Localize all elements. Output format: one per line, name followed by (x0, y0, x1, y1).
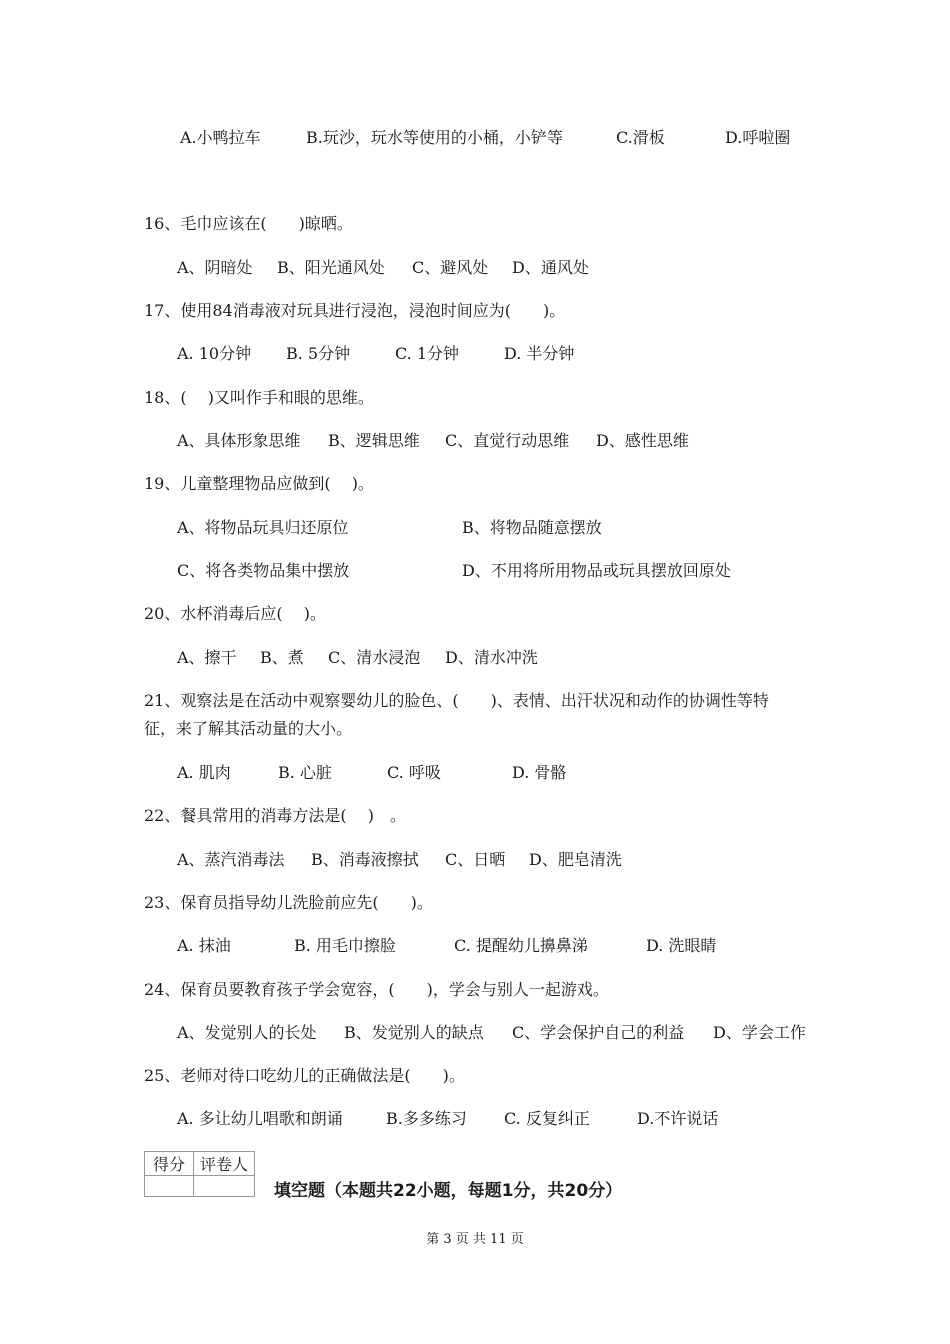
option-a: A、蒸汽消毒法 (177, 850, 285, 869)
option-a: A、具体形象思维 (177, 431, 301, 450)
option-a: A. 肌肉 (177, 763, 231, 782)
option-c: C. 反复纠正 (504, 1109, 590, 1128)
option-b: B、逻辑思维 (328, 431, 420, 450)
q15-option-c: C.滑板 (616, 128, 665, 147)
option-b: B、煮 (260, 648, 304, 667)
option-a: A. 抹油 (177, 936, 231, 955)
option-a: A、阴暗处 (177, 258, 253, 277)
option-c: C. 呼吸 (387, 763, 441, 782)
option-a: A、发觉别人的长处 (177, 1023, 317, 1042)
question-stem: 22、餐具常用的消毒方法是( ) 。 (144, 806, 406, 825)
grader-header: 评卷人 (194, 1152, 255, 1176)
option-d: D、学会工作 (713, 1023, 806, 1042)
question-stem: 19、儿童整理物品应做到( )。 (144, 474, 374, 493)
score-header: 得分 (145, 1152, 194, 1176)
option-c: C、直觉行动思维 (445, 431, 570, 450)
question-stem-continuation: 征，来了解其活动量的大小。 (144, 719, 353, 738)
option-d: D、清水冲洗 (445, 648, 538, 667)
option-c: C、日晒 (445, 850, 506, 869)
question-stem: 24、保育员要教育孩子学会宽容，( )，学会与别人一起游戏。 (144, 980, 609, 999)
option-d: D. 骨骼 (512, 763, 567, 782)
score-cell[interactable] (145, 1176, 194, 1197)
grader-cell[interactable] (194, 1176, 255, 1197)
section-title: 填空题（本题共22小题，每题1分，共20分） (274, 1181, 623, 1201)
option-d: D、通风处 (512, 258, 589, 277)
question-stem: 23、保育员指导幼儿洗脸前应先( )。 (144, 893, 433, 912)
option-c: C、避风处 (412, 258, 489, 277)
option-d: D. 半分钟 (504, 344, 575, 363)
q15-option-d: D.呼啦圈 (725, 128, 791, 147)
page-footer: 第 3 页 共 11 页 (426, 1232, 524, 1247)
option-b: B、发觉别人的缺点 (344, 1023, 484, 1042)
option-a: A. 10分钟 (177, 344, 252, 363)
option-d: D、感性思维 (596, 431, 689, 450)
option-b: B. 心脏 (278, 763, 332, 782)
option-c: C. 提醒幼儿擤鼻涕 (454, 936, 588, 955)
option-d: D.不许说话 (637, 1109, 719, 1128)
option-c: C、清水浸泡 (328, 648, 421, 667)
option-c: C. 1分钟 (395, 344, 460, 363)
question-stem: 21、观察法是在活动中观察婴幼儿的脸色、( )、表情、出汗状况和动作的协调性等特 (144, 691, 769, 710)
option-d: D、不用将所用物品或玩具摆放回原处 (462, 561, 731, 580)
question-stem: 16、毛巾应该在( )晾晒。 (144, 214, 353, 233)
option-b: B.多多练习 (386, 1109, 467, 1128)
option-b: B、消毒液擦拭 (311, 850, 419, 869)
score-table (144, 1151, 255, 1197)
option-a: A、擦干 (177, 648, 237, 667)
option-c: C、将各类物品集中摆放 (177, 561, 350, 580)
q15-option-a: A.小鸭拉车 (180, 128, 261, 147)
option-c: C、学会保护自己的利益 (512, 1023, 685, 1042)
option-b: B、将物品随意摆放 (462, 518, 602, 537)
q15-option-b: B.玩沙，玩水等使用的小桶，小铲等 (306, 128, 563, 147)
question-stem: 25、老师对待口吃幼儿的正确做法是( )。 (144, 1066, 465, 1085)
question-stem: 18、( )又叫作手和眼的思维。 (144, 388, 374, 407)
question-stem: 17、使用84消毒液对玩具进行浸泡，浸泡时间应为( )。 (144, 301, 566, 320)
option-d: D、肥皂清洗 (529, 850, 622, 869)
option-b: B、阳光通风处 (277, 258, 385, 277)
option-d: D. 洗眼睛 (646, 936, 717, 955)
option-b: B. 5分钟 (286, 344, 351, 363)
option-a: A. 多让幼儿唱歌和朗诵 (177, 1109, 343, 1128)
option-a: A、将物品玩具归还原位 (177, 518, 349, 537)
option-b: B. 用毛巾擦脸 (294, 936, 396, 955)
question-stem: 20、水杯消毒后应( )。 (144, 604, 326, 623)
